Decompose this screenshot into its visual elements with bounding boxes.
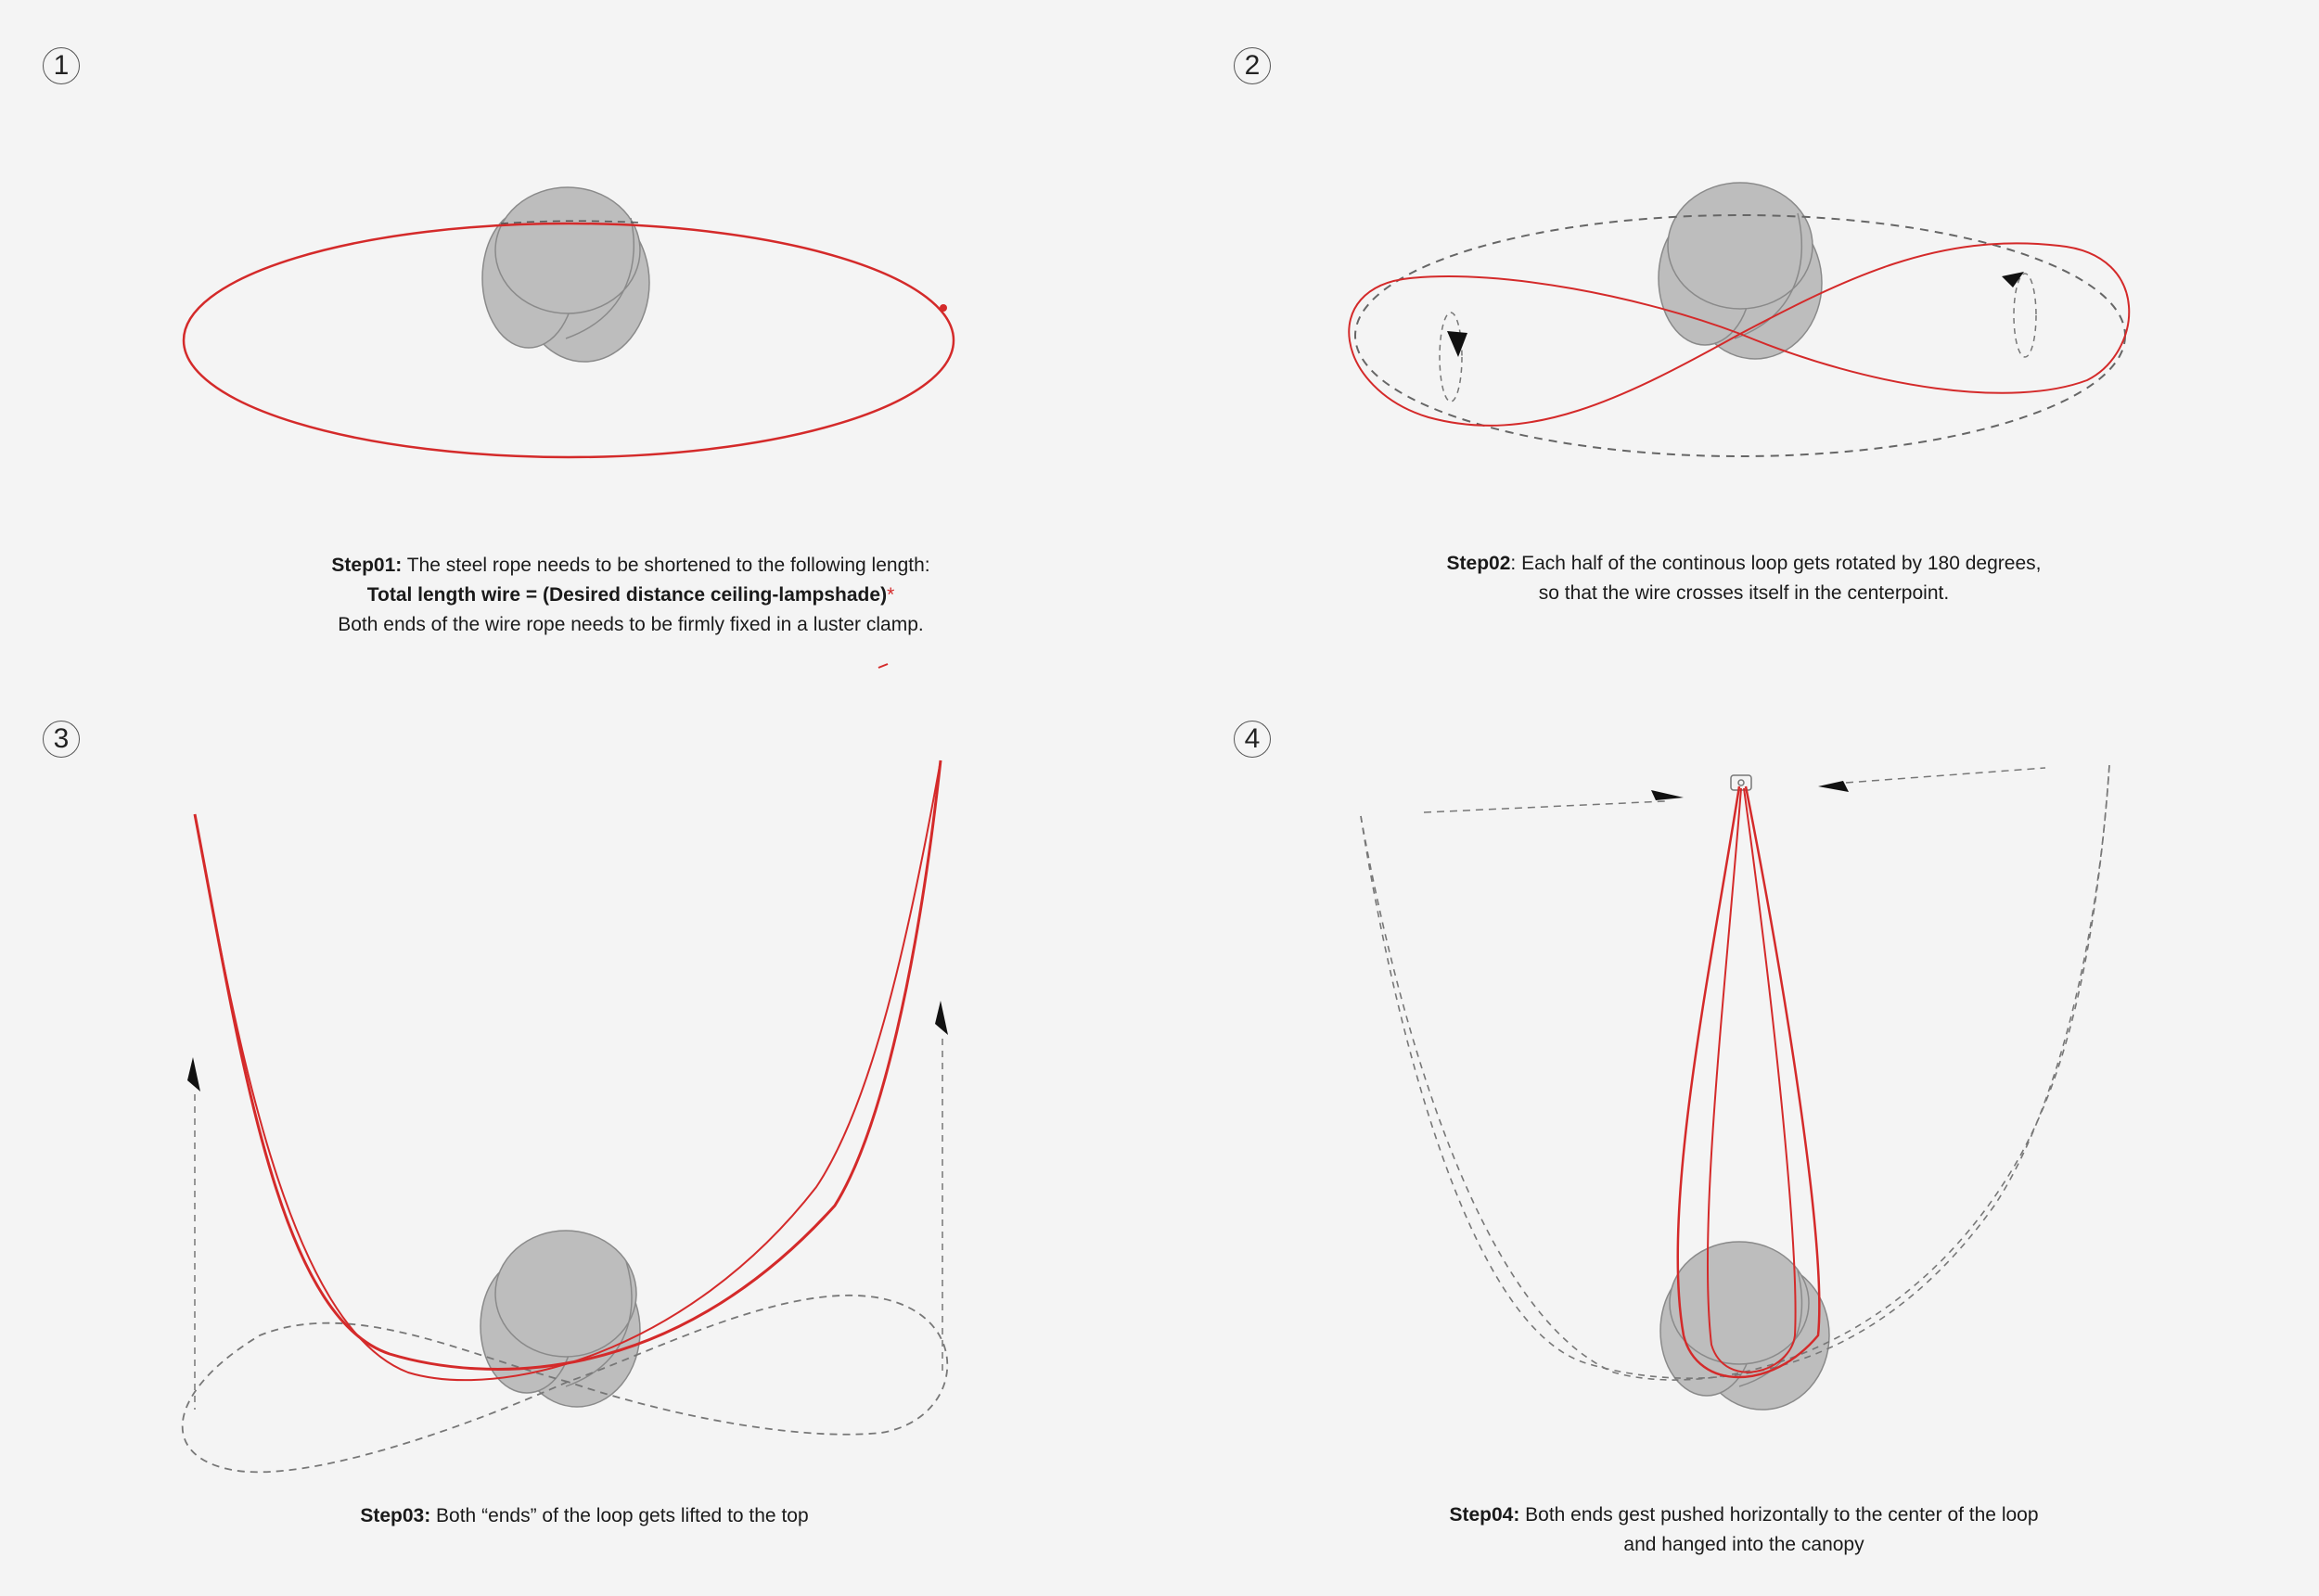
caption-line: Both “ends” of the loop gets lifted to the top <box>430 1505 809 1526</box>
step-number: 1 <box>53 50 70 81</box>
arrow-down-icon <box>1447 331 1467 357</box>
red-mark <box>878 664 888 668</box>
caption-line: The steel rope needs to be shortened to the following length: <box>406 555 930 576</box>
step-title: Step02 <box>1446 553 1511 574</box>
canopy <box>1731 775 1751 790</box>
formula-mark: * <box>887 584 895 606</box>
caption-line: : Each half of the continous loop gets rotated by 180 degrees, <box>1510 553 2042 574</box>
step-2-panel <box>1178 0 2319 686</box>
step-3-illustration <box>0 686 1178 1596</box>
step-1-panel <box>0 0 1178 686</box>
step-4-caption <box>1364 1500 2124 1560</box>
caption-line: Both ends of the wire rope needs to be firmly fixed in a luster clamp. <box>338 614 924 635</box>
step-2-caption <box>1364 549 2124 608</box>
caption-line: Both ends gest pushed horizontally to the center of the loop <box>1519 1504 2039 1526</box>
step-1-caption <box>260 551 1002 640</box>
rotation-guide-left <box>1440 313 1462 402</box>
step-3-caption <box>213 1501 955 1531</box>
arrow-up-icon <box>935 1001 948 1035</box>
arrow-up-icon <box>2002 272 2024 287</box>
lampshade <box>480 1231 640 1407</box>
lampshade <box>482 187 649 362</box>
lampshade <box>1659 183 1822 359</box>
step-4-panel <box>1178 686 2319 1596</box>
step-title: Step03: <box>360 1505 431 1526</box>
rotation-guide-right <box>2014 274 2036 357</box>
push-guide-left <box>1424 801 1665 812</box>
lampshade <box>1660 1242 1829 1410</box>
caption-line: and hanged into the canopy <box>1623 1534 1864 1555</box>
step-3-panel <box>0 686 1178 1596</box>
step-number: 3 <box>53 723 70 754</box>
formula: Total length wire = (Desired distance ceiling-lampshade) <box>366 584 888 606</box>
step-number: 4 <box>1244 723 1261 754</box>
arrow-up-icon <box>187 1057 200 1092</box>
step-number: 2 <box>1244 50 1261 81</box>
arrow-right-icon <box>1651 790 1684 800</box>
step-title: Step01: <box>331 555 403 576</box>
arrow-left-icon <box>1818 781 1849 792</box>
step-4-illustration <box>1178 686 2319 1596</box>
caption-line: so that the wire crosses itself in the centerpoint. <box>1538 582 1950 604</box>
step-title: Step04: <box>1449 1504 1520 1526</box>
luster-clamp <box>940 304 947 312</box>
push-guide-right <box>1846 768 2045 783</box>
